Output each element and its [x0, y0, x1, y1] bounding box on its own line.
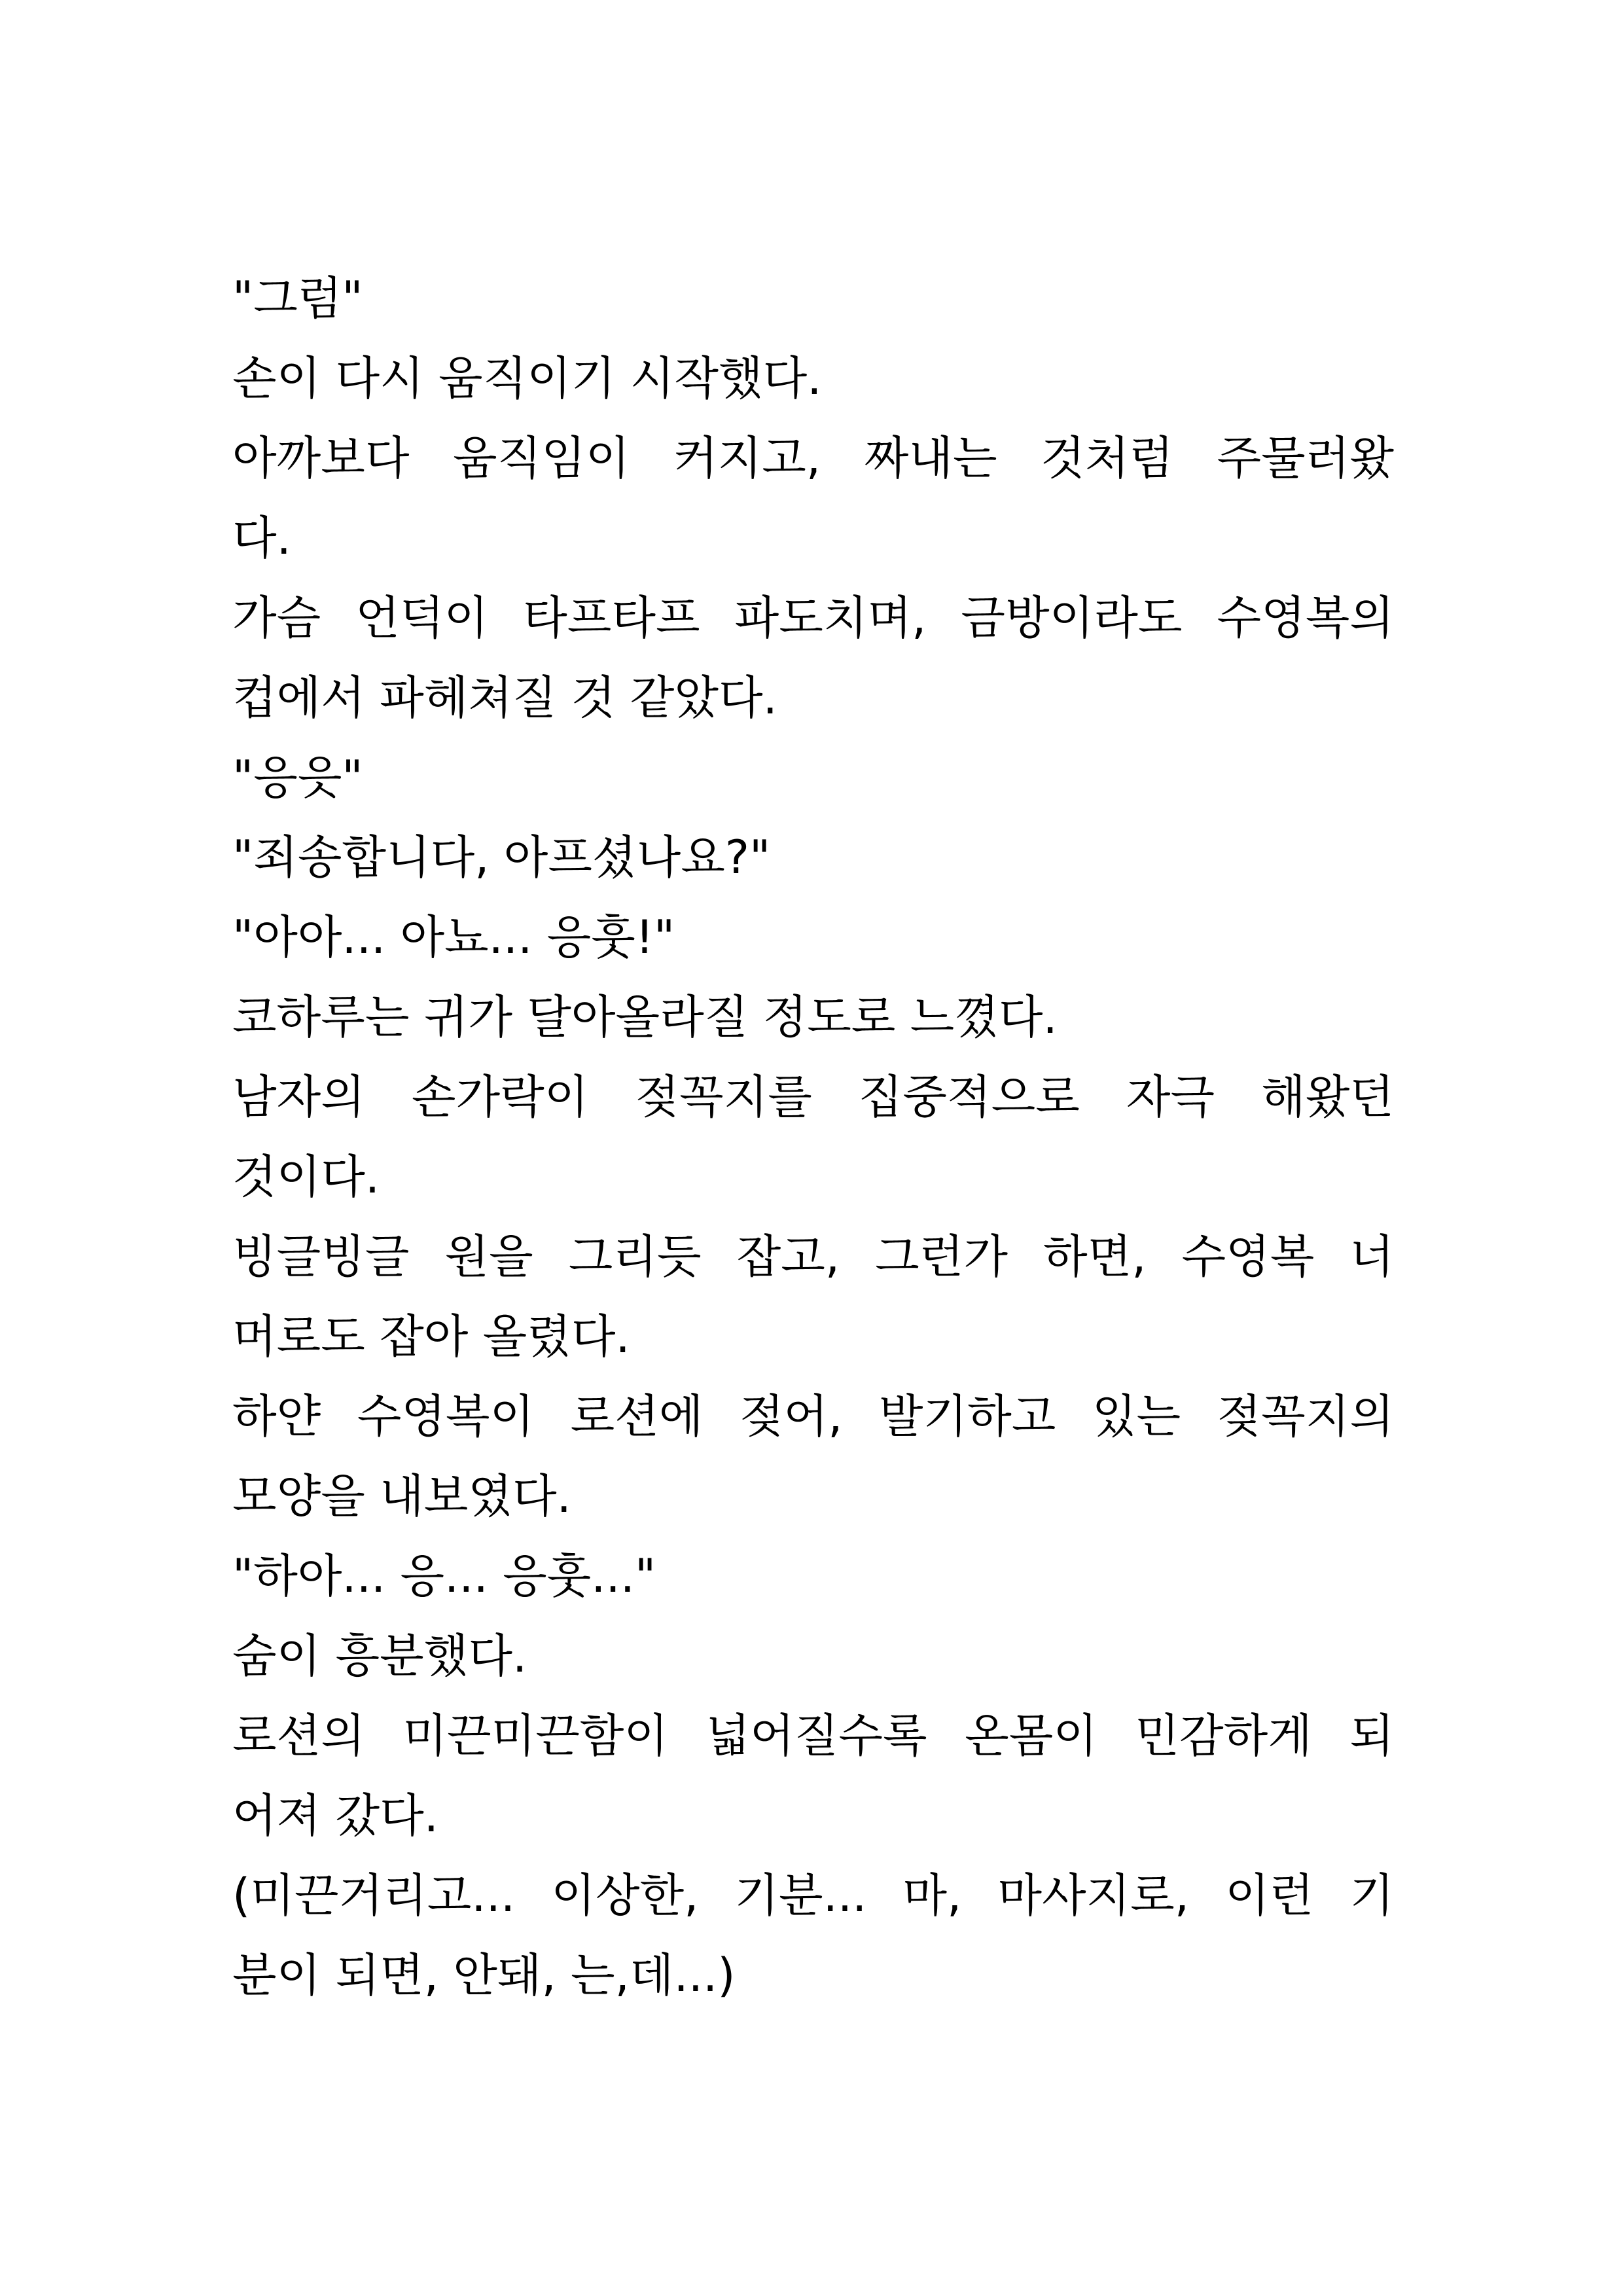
- text-line: "응읏": [232, 751, 363, 804]
- text-line: 로션의 미끈미끈함이 넓어질수록 온몸이 민감하게 되: [232, 1709, 1394, 1763]
- text-line: 아까보다 움직임이 커지고, 짜내는 것처럼 주물러왔: [232, 431, 1394, 485]
- text-line: "죄송합니다, 아프셨나요?": [232, 831, 771, 884]
- text-line: "하아... 응... 응훗...": [232, 1549, 656, 1603]
- text-line: 빙글빙글 원을 그리듯 잡고, 그런가 하면, 수영복 너: [232, 1230, 1394, 1283]
- text-line: 것이다.: [232, 1150, 380, 1204]
- text-line: 손이 다시 움직이기 시작했다.: [232, 351, 822, 405]
- text-line: 머로도 잡아 올렸다.: [232, 1310, 630, 1363]
- text-line: "그럼": [232, 272, 363, 325]
- body-text: [232, 259, 1394, 2015]
- text-line: 남자의 손가락이 젖꼭지를 집중적으로 자극 해왔던: [232, 1070, 1394, 1124]
- text-line: 코하루는 귀가 달아올라질 정도로 느꼈다.: [232, 990, 1058, 1044]
- text-line: 모양을 내보였다.: [232, 1469, 571, 1523]
- text-line: 하얀 수영복이 로션에 젖어, 발기하고 있는 젖꼭지의: [232, 1390, 1394, 1443]
- text-line: 숨이 흥분했다.: [232, 1629, 527, 1683]
- text-line: 어져 갔다.: [232, 1789, 438, 1842]
- text-line: 분이 되면, 안돼, 는,데...): [232, 1948, 736, 2002]
- text-line: 가슴 언덕이 타프타프 파도치며, 금방이라도 수영복의: [232, 591, 1394, 645]
- text-line: 다.: [232, 511, 291, 565]
- text-line: 컵에서 파헤쳐질 것 같았다.: [232, 671, 777, 725]
- text-line: (미끈거리고... 이상한, 기분... 마, 마사지로, 이런 기: [232, 1869, 1394, 1922]
- text-line: "아아... 아뇨... 응훗!": [232, 910, 675, 964]
